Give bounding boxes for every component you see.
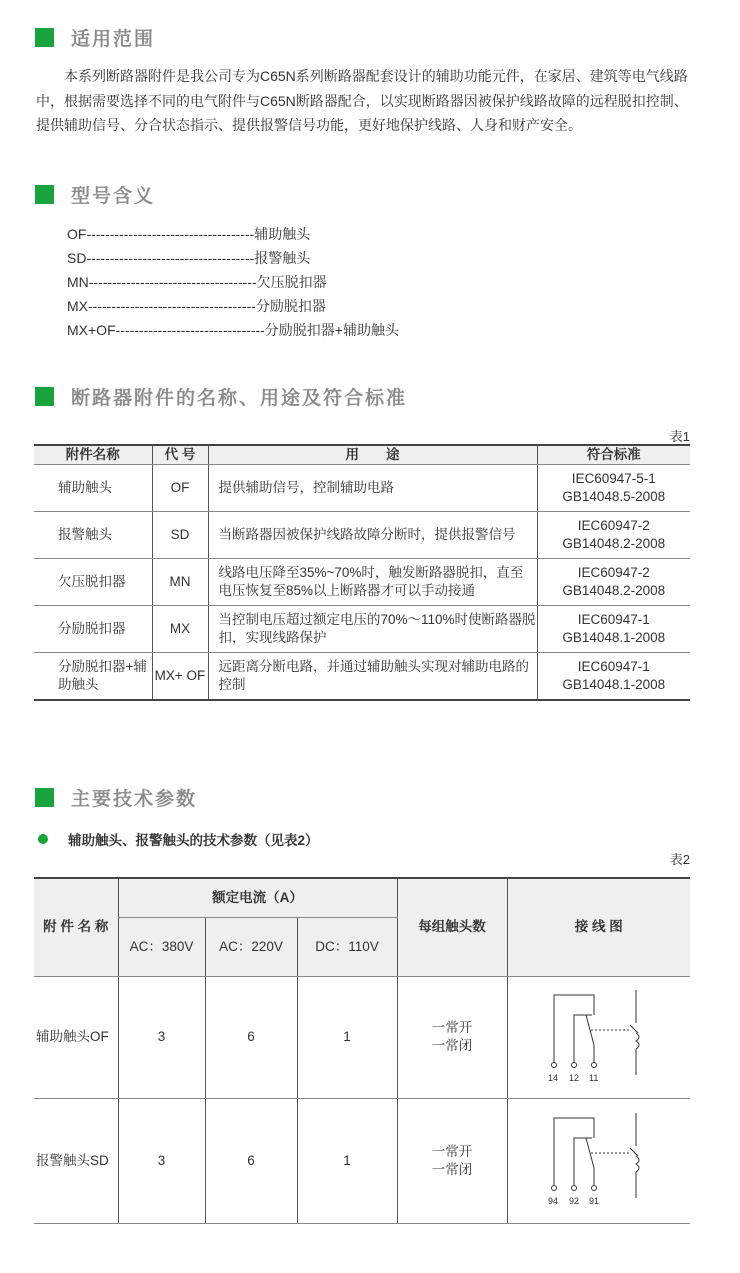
- table-row: [34, 1098, 690, 1223]
- header-current: 额定电流（A）: [118, 878, 397, 917]
- accessories-table: [34, 444, 690, 701]
- standard-iec: IEC60947-2: [577, 518, 650, 533]
- bullet-item: [38, 829, 319, 849]
- section-title: 型号含义: [71, 185, 156, 207]
- header-code: 代 号: [152, 445, 208, 465]
- section-title: 断路器附件的名称、用途及符合标准: [71, 387, 408, 409]
- terminal-label: 92: [568, 1196, 579, 1206]
- standard-iec: IEC60947-2: [577, 565, 650, 580]
- contact-nc: 一常闭: [431, 1161, 473, 1177]
- green-square-icon: [35, 387, 54, 406]
- section-header-scope: [35, 27, 156, 50]
- section-title: 适用范围: [71, 28, 156, 50]
- header-contacts: 每组触头数: [397, 878, 507, 976]
- cell-diagram: [507, 1098, 690, 1223]
- header-standard: 符合标准: [537, 445, 690, 465]
- cell-standard: [537, 653, 690, 700]
- standard-iec: IEC60947-5-1: [571, 471, 656, 486]
- cell-use: 当控制电压超过额定电压的70%～110%时使断路器脱扣，实现线路保护: [208, 606, 537, 653]
- cell-contacts: [397, 976, 507, 1098]
- cell-code: MN: [152, 559, 208, 606]
- scope-paragraph: 本系列断路器附件是我公司专为C65N系列断路器配套设计的辅助功能元件，在家居、建筑等电气线路中，根据需要选择不同的电气附件与C65N断路器配合，以实现断路器因被保护线路故障的远程脱扣控制、提供辅助信号、分合状态指示、提供报警信号功能，更好地保护线路、人身和财产安全。: [36, 68, 688, 134]
- standard-gb: GB14048.1-2008: [562, 630, 666, 645]
- model-item: OF------------------------------------辅助触头: [67, 226, 311, 242]
- header-ac380: AC：380V: [118, 917, 205, 976]
- table-row: [34, 976, 690, 1098]
- green-square-icon: [35, 28, 54, 47]
- table-row: [34, 465, 690, 512]
- cell-standard: [537, 465, 690, 512]
- cell-name: 分励脱扣器+辅助触头: [34, 653, 152, 700]
- cell-code: SD: [152, 512, 208, 559]
- cell-standard: [537, 559, 690, 606]
- section-header-accessories: [35, 386, 408, 409]
- cell-ac380: 3: [118, 976, 205, 1098]
- header-name: 附件名称: [34, 445, 152, 465]
- cell-contacts: [397, 1098, 507, 1223]
- standard-iec: IEC60947-1: [577, 612, 650, 627]
- cell-name: 报警触头: [34, 512, 152, 559]
- bullet-text: 辅助触头、报警触头的技术参数（见表2）: [68, 833, 319, 848]
- model-item: MX+OF--------------------------------分励脱扣器+辅助触头: [67, 322, 399, 338]
- cell-code: OF: [152, 465, 208, 512]
- terminal-label: 12: [568, 1072, 579, 1083]
- green-square-icon: [35, 788, 54, 807]
- standard-iec: IEC60947-1: [577, 658, 650, 674]
- standard-gb: GB14048.5-2008: [562, 489, 666, 504]
- cell-standard: [537, 512, 690, 559]
- section-header-params: [35, 787, 198, 810]
- table-row: [34, 606, 690, 653]
- standard-gb: GB14048.2-2008: [562, 536, 666, 551]
- terminal-label: 91: [588, 1196, 599, 1206]
- cell-use: 当断路器因被保护线路故障分断时，提供报警信号: [208, 512, 537, 559]
- header-name: 附 件 名 称: [34, 878, 118, 976]
- standard-gb: GB14048.1-2008: [562, 676, 666, 692]
- cell-name: 分励脱扣器: [34, 606, 152, 653]
- contact-nc: 一常闭: [431, 1038, 473, 1053]
- table2-caption: 表2: [669, 852, 690, 867]
- header-diagram: 接 线 图: [507, 878, 690, 976]
- table-row: [34, 653, 690, 700]
- wiring-diagram-icon: [544, 1108, 654, 1208]
- params-table: [34, 877, 690, 1224]
- cell-use: 远距离分断电路，并通过辅助触头实现对辅助电路的控制: [208, 653, 537, 700]
- header-use: 用 途: [208, 445, 537, 465]
- cell-code: MX: [152, 606, 208, 653]
- terminal-label: 94: [547, 1196, 558, 1206]
- section-header-model: [35, 184, 156, 207]
- cell-code: MX+ OF: [152, 653, 208, 700]
- cell-standard: [537, 606, 690, 653]
- cell-name: 报警触头SD: [34, 1098, 118, 1223]
- terminal-label: 11: [588, 1072, 599, 1083]
- cell-diagram: [507, 976, 690, 1098]
- cell-name: 欠压脱扣器: [34, 559, 152, 606]
- contact-no: 一常开: [431, 1020, 473, 1035]
- cell-name: 辅助触头OF: [34, 976, 118, 1098]
- model-item: SD------------------------------------报警触头: [67, 250, 311, 266]
- cell-dc110: 1: [297, 1098, 397, 1223]
- cell-dc110: 1: [297, 976, 397, 1098]
- table1-caption: 表1: [669, 429, 690, 444]
- wiring-diagram-icon: [544, 985, 654, 1085]
- terminal-label: 14: [547, 1072, 558, 1083]
- header-dc110: DC：110V: [297, 917, 397, 976]
- cell-ac380: 3: [118, 1098, 205, 1223]
- table-row: [34, 559, 690, 606]
- model-item: MX------------------------------------分励脱扣器: [67, 298, 326, 314]
- cell-ac220: 6: [205, 1098, 297, 1223]
- green-square-icon: [35, 185, 54, 204]
- model-item: MN------------------------------------欠压脱扣器: [67, 274, 327, 290]
- table-row: [34, 512, 690, 559]
- cell-use: 提供辅助信号，控制辅助电路: [208, 465, 537, 512]
- bullet-dot-icon: [38, 834, 48, 844]
- section-title: 主要技术参数: [71, 788, 198, 810]
- standard-gb: GB14048.2-2008: [562, 583, 666, 598]
- cell-use: 线路电压降至35%~70%时，触发断路器脱扣，直至电压恢复至85%以上断路器才可以手动接通: [208, 559, 537, 606]
- model-list: [67, 222, 399, 342]
- header-ac220: AC：220V: [205, 917, 297, 976]
- cell-name: 辅助触头: [34, 465, 152, 512]
- contact-no: 一常开: [431, 1143, 473, 1159]
- cell-ac220: 6: [205, 976, 297, 1098]
